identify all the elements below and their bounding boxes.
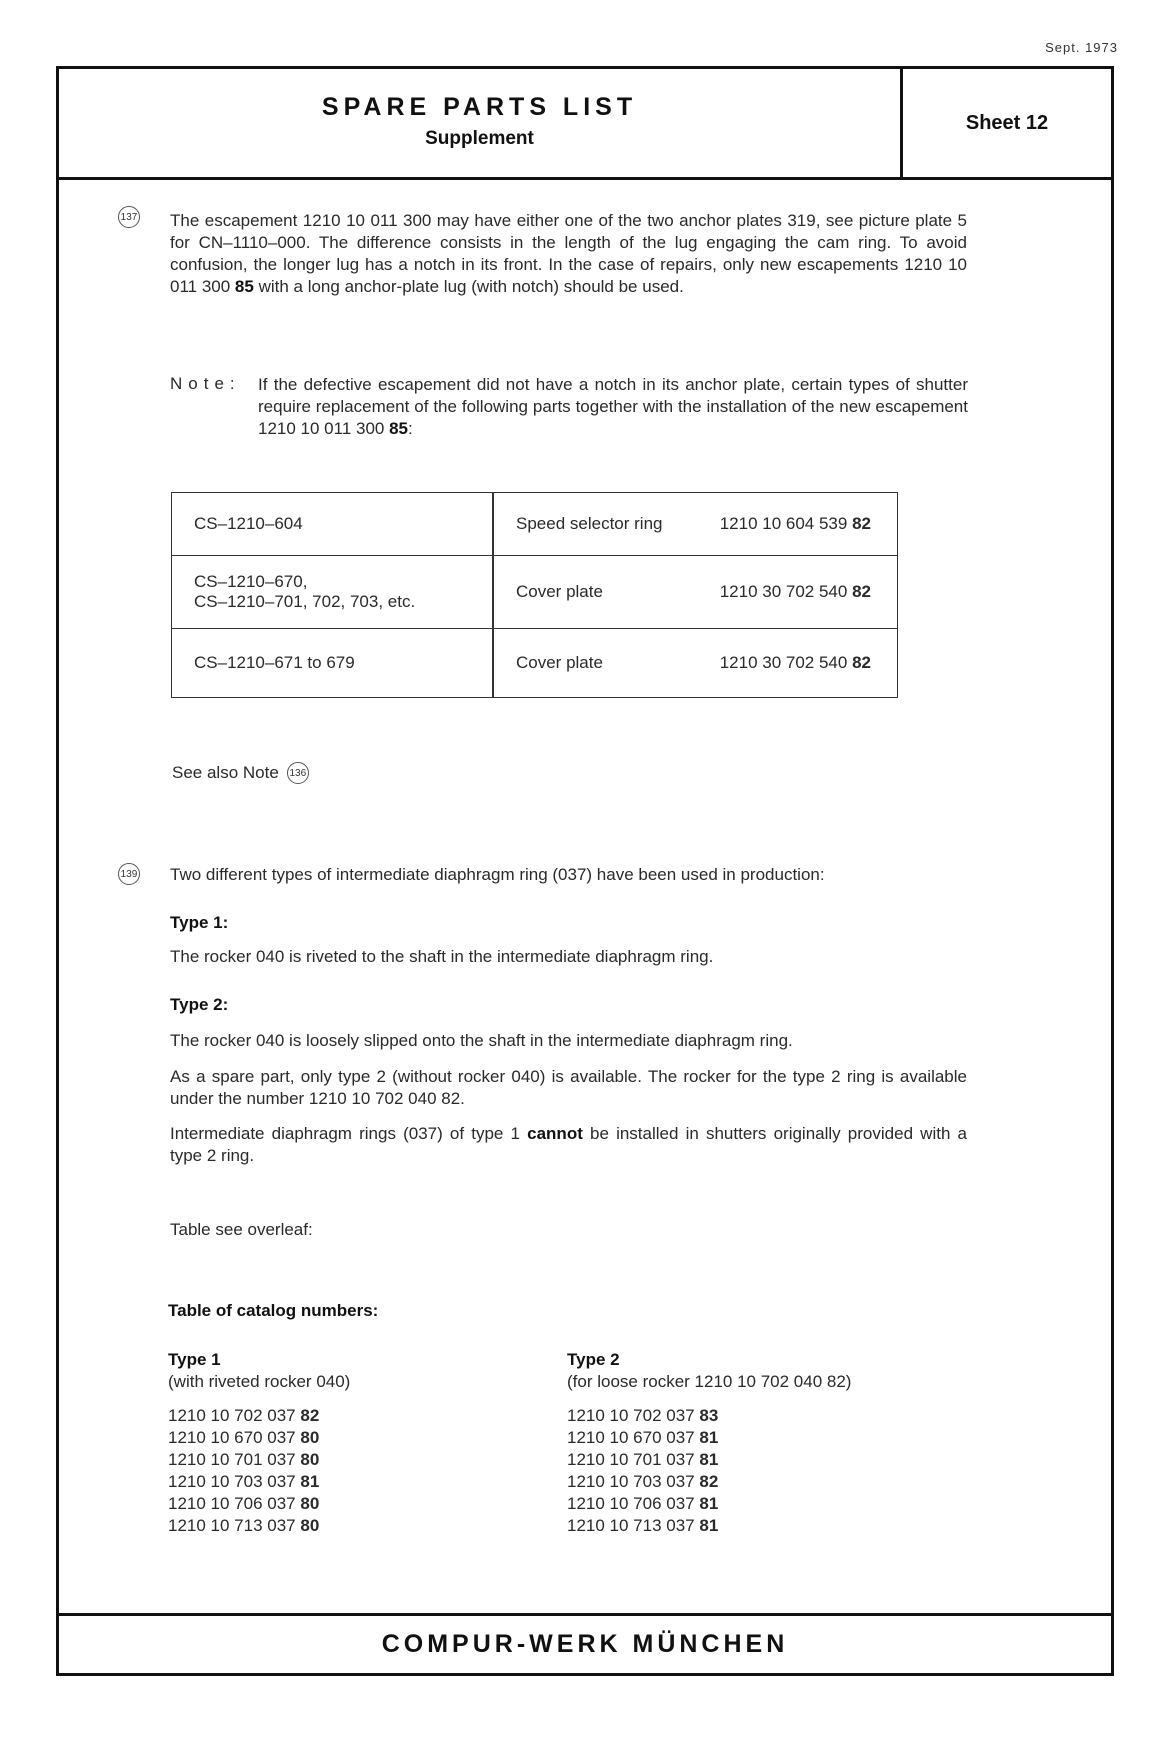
part-number: [720, 653, 871, 673]
part-number: [720, 514, 871, 534]
catalog-number-suffix: 83: [699, 1406, 719, 1425]
catalog-column-heading: Type 2: [567, 1350, 620, 1369]
table-row: [172, 556, 898, 629]
catalog-number-suffix: 81: [699, 1494, 719, 1513]
note-137-bold-suffix: 85: [234, 277, 254, 296]
catalog-number-suffix: 80: [300, 1450, 320, 1469]
part-number: [720, 582, 871, 602]
type-2-text: The rocker 040 is loosely slipped onto the shaft in the intermediate diaphragm ring.: [170, 1031, 793, 1050]
catalog-number: [168, 1493, 350, 1515]
type-2-heading: Type 2:: [170, 995, 229, 1014]
note-number-badge: 139: [118, 863, 140, 885]
catalog-number: [567, 1471, 851, 1493]
catalog-number-suffix: 80: [300, 1428, 320, 1447]
part-number-base: 1210 30 702 540: [719, 653, 848, 672]
note-label: Note:: [170, 374, 241, 393]
table-cell-part: [493, 493, 898, 556]
catalog-number-base: 1210 10 702 037: [168, 1406, 296, 1425]
catalog-number-base: 1210 10 706 037: [168, 1494, 296, 1513]
type-1-heading: Type 1:: [170, 913, 229, 932]
overleaf-text: Table see overleaf:: [170, 1220, 313, 1239]
catalog-number-suffix: 81: [699, 1428, 719, 1447]
cannot-text-part: Intermediate diaphragm rings (037) of type 1: [170, 1124, 528, 1143]
catalog-column-subheading: (with riveted rocker 040): [168, 1372, 351, 1391]
catalog-number-base: 1210 10 703 037: [168, 1472, 296, 1491]
catalog-number: [168, 1405, 350, 1427]
part-number-base: 1210 30 702 540: [719, 582, 848, 601]
catalog-number-base: 1210 10 702 037: [567, 1406, 695, 1425]
catalog-column-type-1: [168, 1349, 350, 1537]
note-137-text-part: The escapement 1210 10 011 300 may have either one of the two anchor plates 319, see picture plate 5 for CN–1110–000. The difference consists in the length of the lug engaging the cam ring. To avoid confusion, the longer lug has a notch in its front. In the case of repairs, only new escapements 1210 10 011 300: [170, 211, 967, 296]
catalog-column-heading: Type 1: [168, 1350, 221, 1369]
part-number-base: 1210 10 604 539: [719, 514, 848, 533]
part-number-suffix: 82: [852, 514, 871, 533]
table-cell-models: [172, 556, 494, 629]
table-cell-part: [493, 629, 898, 698]
catalog-number-suffix: 82: [699, 1472, 719, 1491]
cannot-text-part: be installed in shutters originally provided with a type 2 ring.: [170, 1124, 967, 1165]
note-text-part: If the defective escapement did not have a notch in its anchor plate, certain types of shutter require replacement of the following parts together with the installation of the new escapement 1210 10 011 300: [258, 375, 968, 438]
sheet-number: Sheet 12: [903, 69, 1111, 180]
cannot-bold-word: cannot: [527, 1124, 583, 1143]
catalog-number: [567, 1449, 851, 1471]
table-cell-part: [493, 556, 898, 629]
replacement-parts-table: [171, 492, 898, 698]
catalog-number-suffix: 80: [300, 1494, 320, 1513]
catalog-number: [567, 1405, 851, 1427]
see-also-text: See also Note: [172, 763, 279, 782]
catalog-number-base: 1210 10 670 037: [168, 1428, 296, 1447]
part-number-suffix: 82: [852, 582, 871, 601]
catalog-number: [168, 1471, 350, 1493]
title-box: [59, 69, 903, 180]
part-name: Cover plate: [516, 582, 603, 601]
catalog-number: [168, 1515, 350, 1537]
catalog-number-base: 1210 10 706 037: [567, 1494, 695, 1513]
cannot-install-text: [170, 1123, 967, 1167]
model-text: CS–1210–670,: [194, 572, 308, 591]
note-text-part: :: [408, 419, 413, 438]
part-number-suffix: 82: [852, 653, 871, 672]
see-also-reference: [172, 762, 309, 784]
table-cell-models: [172, 629, 494, 698]
note-text: [258, 374, 968, 440]
catalog-number-suffix: 81: [300, 1472, 320, 1491]
catalog-number-suffix: 81: [699, 1516, 719, 1535]
catalog-number-base: 1210 10 701 037: [567, 1450, 695, 1469]
model-text: CS–1210–604: [194, 514, 303, 533]
note-137-text-part: with a long anchor-plate lug (with notch) should be used.: [253, 277, 684, 296]
table-row: [172, 493, 898, 556]
document-date: Sept. 1973: [1045, 40, 1118, 55]
note-number-badge: 137: [118, 206, 140, 228]
note-137-text: [170, 210, 967, 298]
catalog-number: [567, 1427, 851, 1449]
note-bold-suffix: 85: [389, 419, 409, 438]
model-text: CS–1210–701, 702, 703, etc.: [194, 592, 416, 611]
part-name: Cover plate: [516, 653, 603, 672]
document-title: SPARE PARTS LIST: [321, 93, 638, 121]
note-139-intro: Two different types of intermediate diaphragm ring (037) have been used in production:: [170, 865, 825, 884]
part-name: Speed selector ring: [516, 514, 663, 533]
model-text: CS–1210–671 to 679: [194, 653, 355, 672]
catalog-number: [168, 1427, 350, 1449]
catalog-number-suffix: 80: [300, 1516, 320, 1535]
catalog-number-base: 1210 10 701 037: [168, 1450, 296, 1469]
catalog-number-base: 1210 10 703 037: [567, 1472, 695, 1491]
document-subtitle: Supplement: [425, 128, 534, 149]
company-footer: COMPUR-WERK MÜNCHEN: [59, 1613, 1111, 1673]
table-cell-models: [172, 493, 494, 556]
spare-part-text: As a spare part, only type 2 (without rocker 040) is available. The rocker for the type 2 ring is available under the number 1210 10 702 040 82.: [170, 1067, 967, 1108]
catalog-table-title: Table of catalog numbers:: [168, 1301, 379, 1320]
catalog-number: [567, 1493, 851, 1515]
note-number-badge: 136: [287, 762, 309, 784]
catalog-column-subheading: (for loose rocker 1210 10 702 040 82): [567, 1372, 852, 1391]
catalog-number: [168, 1449, 350, 1471]
catalog-number-base: 1210 10 713 037: [567, 1516, 695, 1535]
catalog-number-base: 1210 10 713 037: [168, 1516, 296, 1535]
type-1-text: The rocker 040 is riveted to the shaft in the intermediate diaphragm ring.: [170, 947, 714, 966]
catalog-number: [567, 1515, 851, 1537]
catalog-number-base: 1210 10 670 037: [567, 1428, 695, 1447]
catalog-number-suffix: 82: [300, 1406, 320, 1425]
table-row: [172, 629, 898, 698]
catalog-number-suffix: 81: [699, 1450, 719, 1469]
catalog-column-type-2: [567, 1349, 851, 1537]
